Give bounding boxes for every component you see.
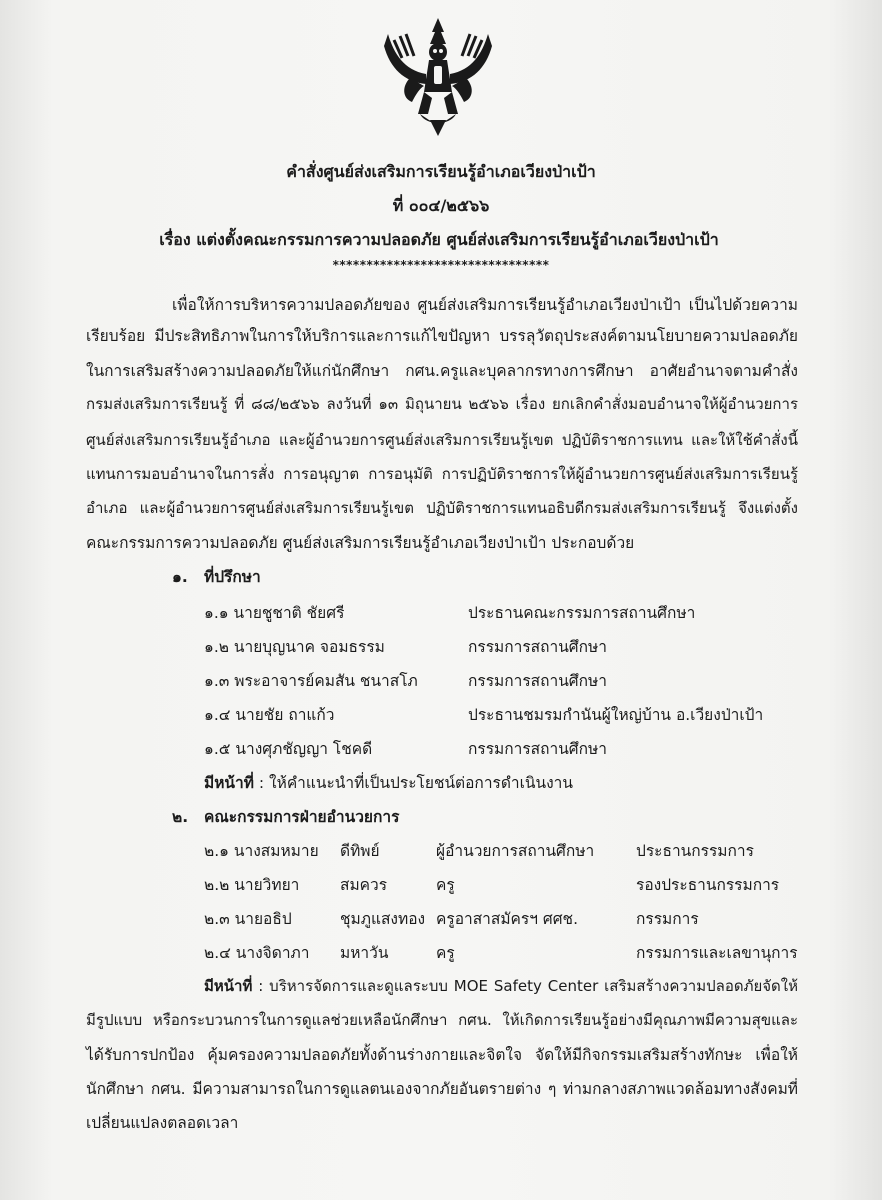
- committee-surname: สมควร: [340, 876, 388, 894]
- duty-text: : บริหารจัดการและดูแลระบบ MOE Safety Center เสริมสร้างความปลอดภัยจัดให้: [252, 977, 798, 995]
- duty-text: : ให้คำแนะนำที่เป็นประโยชน์ต่อการดำเนินงาน: [253, 774, 573, 792]
- advisor-position: กรรมการสถานศึกษา: [468, 740, 607, 758]
- order-subject: เรื่อง แต่งตั้งคณะกรรมการความปลอดภัย ศูนย์ส่งเสริมการเรียนรู้อำเภอเวียงป่าเป้า: [159, 230, 719, 249]
- duty-label: มีหน้าที่: [204, 977, 253, 995]
- duty-line: นักศึกษา กศน. มีความสามารถในการดูแลตนเองจากภัยอันตรายต่าง ๆ ท่ามกลางสภาพแวดล้อมทางสังคมที่: [86, 1080, 798, 1098]
- section-1-duty: [204, 770, 573, 795]
- duty-line: มีรูปแบบ หรือกระบวนการในการดูแลช่วยเหลือนักศึกษา กศน. ให้เกิดการเรียนรู้อย่างมีคุณภาพมีความสุขและ: [86, 1011, 798, 1029]
- advisor-position: ประธานคณะกรรมการสถานศึกษา: [468, 604, 696, 622]
- advisor-name: ๑.๑ นายชูชาติ ชัยศรี: [204, 604, 345, 622]
- committee-name: ๒.๒ นายวิทยา: [204, 876, 300, 894]
- committee-role: กรรมการและเลขานุการ: [636, 944, 798, 962]
- committee-position: ครูอาสาสมัครฯ ศศช.: [436, 910, 578, 928]
- advisor-name: ๑.๓ พระอาจารย์คมสัน ชนาสโภ: [204, 672, 418, 690]
- advisor-position: ประธานชมรมกำนันผู้ใหญ่บ้าน อ.เวียงป่าเป้า: [468, 706, 764, 724]
- section-1-title: ที่ปรึกษา: [204, 568, 261, 586]
- committee-position: ครู: [436, 876, 455, 894]
- duty-label: มีหน้าที่: [204, 774, 254, 792]
- section-2-title: คณะกรรมการฝ่ายอำนวยการ: [204, 808, 400, 826]
- intro-line: ศูนย์ส่งเสริมการเรียนรู้อำเภอ และผู้อำนวยการศูนย์ส่งเสริมการเรียนรู้เขต ปฏิบัติราชการแทน และให้ใช้คำสั่งนี้: [86, 431, 798, 449]
- intro-line: เพื่อให้การบริหารความปลอดภัยของ ศูนย์ส่งเสริมการเรียนรู้อำเภอเวียงป่าเป้า เป็นไปด้วยความ: [172, 296, 798, 314]
- section-1-number: ๑.: [172, 568, 188, 586]
- advisor-name: ๑.๕ นางศุภชัญญา โชคดี: [204, 740, 373, 758]
- garuda-emblem-icon: [380, 14, 496, 138]
- section-2-number: ๒.: [172, 808, 189, 826]
- order-title: คำสั่งศูนย์ส่งเสริมการเรียนรู้อำเภอเวียงป่าเป้า: [286, 162, 596, 181]
- committee-surname: ดีทิพย์: [340, 842, 380, 860]
- intro-line: ในการเสริมสร้างความปลอดภัยให้แก่นักศึกษา กศน.ครูและบุคลากรทางการศึกษา อาศัยอำนาจตามคำสั่ง: [86, 362, 798, 380]
- committee-position: ผู้อำนวยการสถานศึกษา: [436, 842, 595, 860]
- duty-line: เปลี่ยนแปลงตลอดเวลา: [86, 1114, 239, 1132]
- advisor-name: ๑.๒ นายบุญนาค จอมธรรม: [204, 638, 385, 656]
- committee-name: ๒.๓ นายอธิป: [204, 910, 292, 928]
- intro-line: แทนการมอบอำนาจในการสั่ง การอนุญาต การอนุมัติ การปฏิบัติราชการให้ผู้อำนวยการศูนย์ส่งเสริมการเรียนรู้: [86, 465, 798, 483]
- section-2-duty-line: [204, 974, 798, 998]
- advisor-name: ๑.๔ นายชัย ถาแก้ว: [204, 706, 335, 724]
- committee-surname: ชุมภูแสงทอง: [340, 910, 426, 928]
- committee-role: รองประธานกรรมการ: [636, 876, 780, 894]
- advisor-position: กรรมการสถานศึกษา: [468, 638, 607, 656]
- intro-line: อำเภอ และผู้อำนวยการศูนย์ส่งเสริมการเรียนรู้เขต ปฏิบัติราชการแทนอธิบดีกรมส่งเสริมการเรียนรู้ จึงแต่งตั้ง: [86, 499, 798, 517]
- committee-role: ประธานกรรมการ: [636, 842, 754, 860]
- committee-surname: มหาวัน: [340, 944, 389, 962]
- intro-line: คณะกรรมการความปลอดภัย ศูนย์ส่งเสริมการเรียนรู้อำเภอเวียงป่าเป้า ประกอบด้วย: [86, 534, 635, 552]
- order-number: ที่ ๐๐๔/๒๕๖๖: [392, 196, 490, 215]
- committee-name: ๒.๑ นางสมหมาย: [204, 842, 319, 860]
- committee-name: ๒.๔ นางจิดาภา: [204, 944, 310, 962]
- advisor-position: กรรมการสถานศึกษา: [468, 672, 607, 690]
- duty-line: ได้รับการปกป้อง คุ้มครองความปลอดภัยทั้งด้านร่างกายและจิตใจ จัดให้มีกิจกรรมเสริมสร้างทักษะ เพื่อให้: [86, 1046, 798, 1064]
- committee-position: ครู: [436, 944, 455, 962]
- intro-line: กรมส่งเสริมการเรียนรู้ ที่ ๘๘/๒๕๖๖ ลงวันที่ ๑๓ มิถุนายน ๒๕๖๖ เรื่อง ยกเลิกคำสั่งมอบอำนาจให้ผู้อำนวยการ: [86, 395, 798, 413]
- committee-role: กรรมการ: [636, 910, 699, 928]
- header-divider: ********************************: [332, 258, 550, 272]
- intro-line: เรียบร้อย มีประสิทธิภาพในการให้บริการและการแก้ไขปัญหา บรรลุวัตถุประสงค์ตามนโยบายความปลอดภัย: [86, 327, 798, 345]
